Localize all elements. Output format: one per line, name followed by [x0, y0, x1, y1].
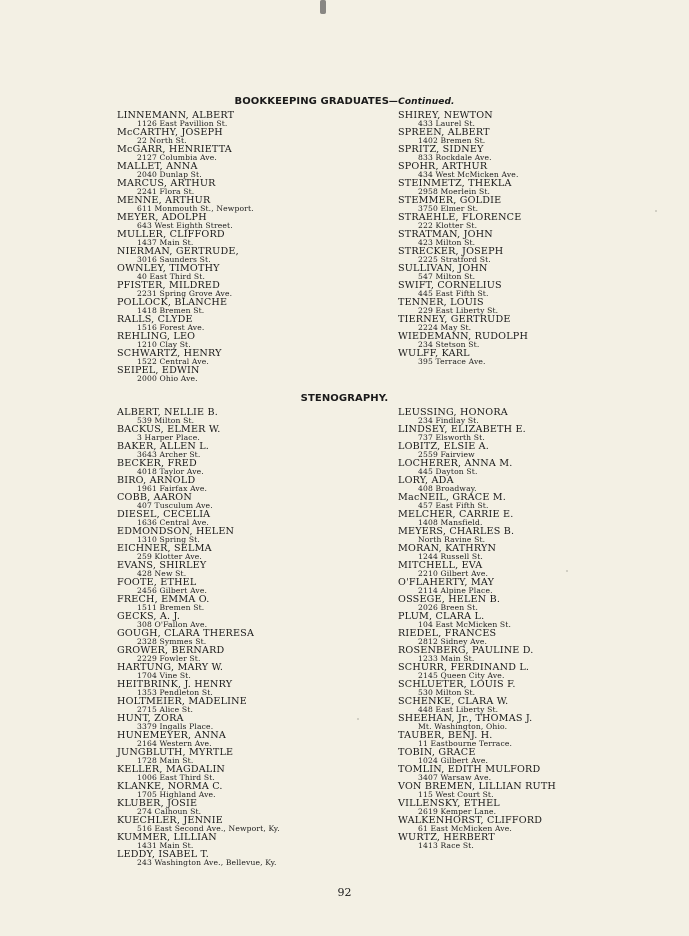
list-item	[117, 111, 254, 128]
graduate-address: 22 North St.	[137, 136, 187, 146]
graduate-address: 530 Milton St.	[418, 688, 476, 698]
list-item	[398, 544, 556, 561]
graduate-address: 1516 Forest Ave.	[137, 323, 205, 333]
stenography-left-column	[117, 408, 280, 867]
graduate-name: ROSENBERG, PAULINE D.	[398, 645, 534, 656]
graduate-address: 3016 Saunders St.	[137, 255, 211, 265]
list-item	[398, 162, 528, 179]
graduate-name: SPRITZ, SIDNEY	[398, 144, 484, 155]
graduate-address: 4018 Taylor Ave.	[137, 467, 204, 477]
graduate-address: 2619 Kemper Lane.	[418, 807, 497, 817]
graduate-address: 407 Tusculum Ave.	[137, 501, 213, 511]
graduate-address: 2114 Alpine Place.	[418, 586, 493, 596]
graduate-address: 2224 May St.	[418, 323, 472, 333]
list-item	[117, 349, 254, 366]
graduate-address: 395 Terrace Ave.	[418, 357, 486, 367]
list-item	[117, 366, 254, 383]
paper-speck	[357, 718, 359, 720]
graduate-name: MARCUS, ARTHUR	[117, 178, 216, 189]
list-item	[117, 332, 254, 349]
graduate-name: EDMONDSON, HELEN	[117, 526, 235, 537]
graduate-address: 2559 Fairview	[418, 450, 475, 460]
graduate-address: 1244 Russell St.	[418, 552, 483, 562]
graduate-address: 2164 Western Ave.	[137, 739, 212, 749]
graduate-name: STRECKER, JOSEPH	[398, 246, 504, 257]
bookkeeping-heading-continued: —Continued.	[389, 97, 455, 107]
graduate-name: FRECH, EMMA O.	[117, 594, 210, 605]
list-item	[398, 408, 556, 425]
graduate-address: 2229 Fowler St.	[137, 654, 201, 664]
graduate-name: TOMLIN, EDITH MULFORD	[398, 764, 541, 775]
graduate-name: TIERNEY, GERTRUDE	[398, 314, 511, 325]
graduate-address: 1636 Central Ave.	[137, 518, 209, 528]
graduate-address: 1418 Bremen St.	[137, 306, 205, 316]
list-item	[117, 646, 280, 663]
list-item	[117, 230, 254, 247]
graduate-name: STRAEHLE, FLORENCE	[398, 212, 522, 223]
list-item	[117, 425, 280, 442]
graduate-name: SCHWARTZ, HENRY	[117, 348, 222, 359]
list-item	[117, 510, 280, 527]
graduate-name: RIEDEL, FRANCES	[398, 628, 497, 639]
graduate-name: HUNT, ZORA	[117, 713, 184, 724]
graduate-name: WURTZ, HERBERT	[398, 832, 495, 843]
graduate-address: 1210 Clay St.	[137, 340, 191, 350]
list-item	[117, 408, 280, 425]
list-item	[398, 298, 528, 315]
bookkeeping-left-column	[117, 111, 254, 383]
graduate-address: 2456 Gilbert Ave.	[137, 586, 208, 596]
graduate-name: SHIREY, NEWTON	[398, 110, 493, 121]
list-item	[398, 782, 556, 799]
list-item	[117, 476, 280, 493]
graduate-address: 428 New St.	[137, 569, 187, 579]
graduate-address: 2231 Spring Grove Ave.	[137, 289, 233, 299]
graduate-name: LEUSSING, HONORA	[398, 407, 508, 418]
graduate-name: RALLS, CLYDE	[117, 314, 193, 325]
list-item	[117, 561, 280, 578]
graduate-address: 2225 Stratford St.	[418, 255, 491, 265]
graduate-name: KELLER, MAGDALIN	[117, 764, 226, 775]
graduate-name: MORAN, KATHRYN	[398, 543, 497, 554]
graduate-address: 104 East McMicken St.	[418, 620, 512, 630]
graduate-name: EVANS, SHIRLEY	[117, 560, 207, 571]
graduate-name: VON BREMEN, LILLIAN RUTH	[398, 781, 556, 792]
list-item	[398, 196, 528, 213]
graduate-name: HUNEMEYER, ANNA	[117, 730, 226, 741]
graduate-address: 11 Eastbourne Terrace.	[418, 739, 513, 749]
graduate-name: MELCHER, CARRIE E.	[398, 509, 514, 520]
graduate-address: 539 Milton St.	[137, 416, 195, 426]
graduate-address: 434 West McMicken Ave.	[418, 170, 519, 180]
graduate-address: 222 Klotter St.	[418, 221, 478, 231]
list-item	[398, 476, 556, 493]
graduate-name: LEDDY, ISABEL T.	[117, 849, 209, 860]
list-item	[398, 816, 556, 833]
list-item	[398, 595, 556, 612]
graduate-name: SHEEHAN, Jr., THOMAS J.	[398, 713, 533, 724]
list-item	[398, 493, 556, 510]
list-item	[398, 315, 528, 332]
graduate-address: 445 East Fifth St.	[418, 289, 489, 299]
graduate-address: 308 O'Fallon Ave.	[137, 620, 208, 630]
graduate-name: DIESEL, CECELIA	[117, 509, 211, 520]
graduate-address: 1402 Bremen St.	[418, 136, 486, 146]
paper-speck	[566, 570, 568, 572]
graduate-address: 1413 Race St.	[418, 841, 474, 851]
list-item	[398, 612, 556, 629]
graduate-name: LINDSEY, ELIZABETH E.	[398, 424, 526, 435]
graduate-name: PLUM, CLARA L.	[398, 611, 485, 622]
list-item	[117, 281, 254, 298]
bookkeeping-heading-title: BOOKKEEPING GRADUATES	[234, 96, 390, 107]
graduate-address: 1431 Main St.	[137, 841, 194, 851]
list-item	[117, 247, 254, 264]
list-item	[117, 595, 280, 612]
graduate-name: HOLTMEIER, MADELINE	[117, 696, 247, 707]
list-item	[117, 493, 280, 510]
graduate-address: 2210 Gilbert Ave.	[418, 569, 489, 579]
graduate-name: COBB, AARON	[117, 492, 192, 503]
graduate-name: SPREEN, ALBERT	[398, 127, 490, 138]
graduate-name: BECKER, FRED	[117, 458, 197, 469]
list-item	[117, 578, 280, 595]
list-item	[117, 680, 280, 697]
graduate-address: Mt. Washington, Ohio.	[418, 722, 508, 732]
graduate-address: 1233 Main St.	[418, 654, 475, 664]
list-item	[398, 281, 528, 298]
graduate-name: GROWER, BERNARD	[117, 645, 225, 656]
graduate-name: MENNE, ARTHUR	[117, 195, 211, 206]
list-item	[117, 663, 280, 680]
graduate-address: 1704 Vine St.	[137, 671, 191, 681]
graduate-address: 2715 Alice St.	[137, 705, 194, 715]
graduate-address: 1126 East Pavillion St.	[137, 119, 228, 129]
list-item	[117, 145, 254, 162]
list-item	[117, 196, 254, 213]
list-item	[117, 442, 280, 459]
graduate-name: PFISTER, MILDRED	[117, 280, 220, 291]
graduate-address: 61 East McMicken Ave.	[418, 824, 512, 834]
list-item	[117, 315, 254, 332]
graduate-name: OSSEGE, HELEN B.	[398, 594, 501, 605]
list-item	[398, 578, 556, 595]
list-item	[398, 213, 528, 230]
graduate-address: 274 Calhoun St.	[137, 807, 202, 817]
graduate-address: 259 Klotter Ave.	[137, 552, 202, 562]
graduate-name: KLUBER, JOSIE	[117, 798, 198, 809]
graduate-address: 2040 Dunlap St.	[137, 170, 202, 180]
list-item	[117, 544, 280, 561]
list-item	[398, 714, 556, 731]
list-item	[398, 230, 528, 247]
graduate-address: 3643 Archer St.	[137, 450, 201, 460]
graduate-name: JUNGBLUTH, MYRTLE	[117, 747, 234, 758]
graduate-address: 1310 Spring St.	[137, 535, 200, 545]
graduate-address: 1522 Central Ave.	[137, 357, 209, 367]
graduate-name: SEIPEL, EDWIN	[117, 365, 200, 376]
graduate-name: OWNLEY, TIMOTHY	[117, 263, 220, 274]
list-item	[398, 425, 556, 442]
graduate-address: 611 Monmouth St., Newport.	[137, 204, 254, 214]
graduate-name: VILLENSKY, ETHEL	[398, 798, 500, 809]
graduate-address: 433 Laurel St.	[418, 119, 476, 129]
list-item	[398, 680, 556, 697]
graduate-address: 2145 Queen City Ave.	[418, 671, 505, 681]
graduate-name: TOBIN, GRACE	[398, 747, 476, 758]
graduate-name: BACKUS, ELMER W.	[117, 424, 221, 435]
graduate-address: 1024 Gilbert Ave.	[418, 756, 489, 766]
graduate-name: TENNER, LOUIS	[398, 297, 484, 308]
graduate-address: 2958 Moerlein St.	[418, 187, 491, 197]
graduate-address: 1353 Pendleton St.	[137, 688, 213, 698]
graduate-address: 1728 Main St.	[137, 756, 194, 766]
list-item	[117, 179, 254, 196]
graduate-name: BIRO, ARNOLD	[117, 475, 196, 486]
stenography-heading: STENOGRAPHY.	[300, 393, 389, 404]
graduate-address: 3750 Elmer St.	[418, 204, 479, 214]
bookkeeping-right-column	[398, 111, 528, 366]
graduate-address: 3407 Warsaw Ave.	[418, 773, 492, 783]
graduate-address: 1006 East Third St.	[137, 773, 215, 783]
graduate-address: 547 Milton St.	[418, 272, 476, 282]
list-item	[398, 332, 528, 349]
list-item	[398, 510, 556, 527]
graduate-address: 643 West Eighth Street.	[137, 221, 233, 231]
binding-mark	[320, 0, 326, 14]
graduate-name: STEMMER, GOLDIE	[398, 195, 502, 206]
page-number: 92	[337, 886, 352, 899]
graduate-name: STEINMETZ, THEKLA	[398, 178, 512, 189]
graduate-address: 1437 Main St.	[137, 238, 194, 248]
graduate-name: KUECHLER, JENNIE	[117, 815, 223, 826]
list-item	[117, 748, 280, 765]
graduate-address: North Ravine St.	[418, 535, 486, 545]
graduate-name: WALKENHORST, CLIFFORD	[398, 815, 543, 826]
list-item	[117, 527, 280, 544]
paper-speck	[655, 210, 657, 212]
graduate-address: 3 Harper Place.	[137, 433, 200, 443]
graduate-name: BAKER, ALLEN L.	[117, 441, 210, 452]
graduate-name: MITCHELL, EVA	[398, 560, 483, 571]
graduate-name: LOBITZ, ELSIE A.	[398, 441, 490, 452]
graduate-address: 243 Washington Ave., Bellevue, Ky.	[137, 858, 277, 868]
list-item	[398, 731, 556, 748]
list-item	[117, 816, 280, 833]
graduate-name: EICHNER, SELMA	[117, 543, 212, 554]
list-item	[117, 629, 280, 646]
list-item	[117, 162, 254, 179]
list-item	[398, 442, 556, 459]
graduate-address: 448 East Liberty St.	[418, 705, 499, 715]
graduate-address: 423 Milton St.	[418, 238, 476, 248]
graduate-address: 2127 Columbia Ave.	[137, 153, 217, 163]
list-item	[117, 213, 254, 230]
list-item	[398, 697, 556, 714]
list-item	[398, 459, 556, 476]
list-item	[117, 128, 254, 145]
graduate-address: 234 Stetson St.	[418, 340, 480, 350]
graduate-name: NIERMAN, GERTRUDE,	[117, 246, 239, 257]
list-item	[398, 527, 556, 544]
graduate-address: 1705 Highland Ave.	[137, 790, 216, 800]
graduate-address: 2000 Ohio Ave.	[137, 374, 198, 384]
list-item	[398, 111, 528, 128]
graduate-name: REHLING, LEO	[117, 331, 196, 342]
graduate-address: 737 Elsworth St.	[418, 433, 485, 443]
graduate-address: 2812 Sidney Ave.	[418, 637, 488, 647]
list-item	[398, 629, 556, 646]
graduate-name: GECKS, A. J.	[117, 611, 181, 622]
stenography-right-column	[398, 408, 556, 850]
list-item	[398, 128, 528, 145]
graduate-address: 2241 Flora St.	[137, 187, 195, 197]
graduate-address: 1408 Mansfield.	[418, 518, 483, 528]
graduate-name: KUMMER, LILLIAN	[117, 832, 217, 843]
graduate-address: 229 East Liberty St.	[418, 306, 499, 316]
list-item	[117, 298, 254, 315]
list-item	[117, 782, 280, 799]
graduate-name: STRATMAN, JOHN	[398, 229, 493, 240]
list-item	[117, 612, 280, 629]
graduate-address: 2328 Symmes St.	[137, 637, 207, 647]
graduate-name: McCARTHY, JOSEPH	[117, 127, 223, 138]
list-item	[117, 799, 280, 816]
graduate-name: GOUGH, CLARA THERESA	[117, 628, 255, 639]
graduate-name: SCHURR, FERDINAND L.	[398, 662, 530, 673]
graduate-address: 234 Findlay St.	[418, 416, 479, 426]
graduate-address: 40 East Third St.	[137, 272, 206, 282]
graduate-name: SWIFT, CORNELIUS	[398, 280, 502, 291]
graduate-address: 115 West Court St.	[418, 790, 494, 800]
graduate-name: POLLOCK, BLANCHE	[117, 297, 228, 308]
list-item	[398, 646, 556, 663]
list-item	[117, 714, 280, 731]
graduate-name: MULLER, CLIFFORD	[117, 229, 225, 240]
graduate-name: KLANKE, NORMA C.	[117, 781, 223, 792]
list-item	[398, 748, 556, 765]
graduate-address: 516 East Second Ave., Newport, Ky.	[137, 824, 280, 834]
graduate-name: LINNEMANN, ALBERT	[117, 110, 235, 121]
graduate-name: MEYER, ADOLPH	[117, 212, 207, 223]
list-item	[398, 765, 556, 782]
list-item	[117, 697, 280, 714]
list-item	[117, 731, 280, 748]
graduate-name: SCHLUETER, LOUIS F.	[398, 679, 516, 690]
graduate-name: SULLIVAN, JOHN	[398, 263, 488, 274]
list-item	[398, 264, 528, 281]
graduate-address: 2026 Breen St.	[418, 603, 479, 613]
graduate-name: HEITBRINK, J. HENRY	[117, 679, 233, 690]
list-item	[117, 459, 280, 476]
graduate-address: 445 Dayton St.	[418, 467, 478, 477]
graduate-address: 1511 Bremen St.	[137, 603, 205, 613]
list-item	[398, 145, 528, 162]
graduate-name: SCHENKE, CLARA W.	[398, 696, 509, 707]
graduate-name: HARTUNG, MARY W.	[117, 662, 224, 673]
graduate-name: FOOTE, ETHEL	[117, 577, 197, 588]
graduate-name: WIEDEMANN, RUDOLPH	[398, 331, 529, 342]
graduate-name: LORY, ADA	[398, 475, 454, 486]
bookkeeping-heading	[0, 96, 689, 107]
list-item	[398, 179, 528, 196]
list-item	[398, 561, 556, 578]
list-item	[117, 264, 254, 281]
graduate-name: O'FLAHERTY, MAY	[398, 577, 495, 588]
graduate-address: 833 Rockdale Ave.	[418, 153, 492, 163]
list-item	[117, 765, 280, 782]
graduate-name: LOCHERER, ANNA M.	[398, 458, 513, 469]
graduate-name: McGARR, HENRIETTA	[117, 144, 232, 155]
graduate-address: 408 Broadway.	[418, 484, 477, 494]
graduate-address: 457 East Fifth St.	[418, 501, 489, 511]
list-item	[398, 349, 528, 366]
list-item	[398, 247, 528, 264]
list-item	[398, 663, 556, 680]
graduate-name: WULFF, KARL	[398, 348, 470, 359]
graduate-name: MALLET, ANNA	[117, 161, 198, 172]
graduate-name: SPOHR, ARTHUR	[398, 161, 488, 172]
graduate-address: 3379 Ingalls Place.	[137, 722, 214, 732]
list-item	[398, 799, 556, 816]
graduate-address: 1961 Fairfax Ave.	[137, 484, 208, 494]
list-item	[117, 833, 280, 850]
list-item	[398, 833, 556, 850]
list-item	[117, 850, 280, 867]
graduate-name: MEYERS, CHARLES B.	[398, 526, 515, 537]
graduate-name: TAUBER, BENJ. H.	[398, 730, 493, 741]
graduate-name: ALBERT, NELLIE B.	[117, 407, 218, 418]
graduate-name: MacNEIL, GRACE M.	[398, 492, 507, 503]
